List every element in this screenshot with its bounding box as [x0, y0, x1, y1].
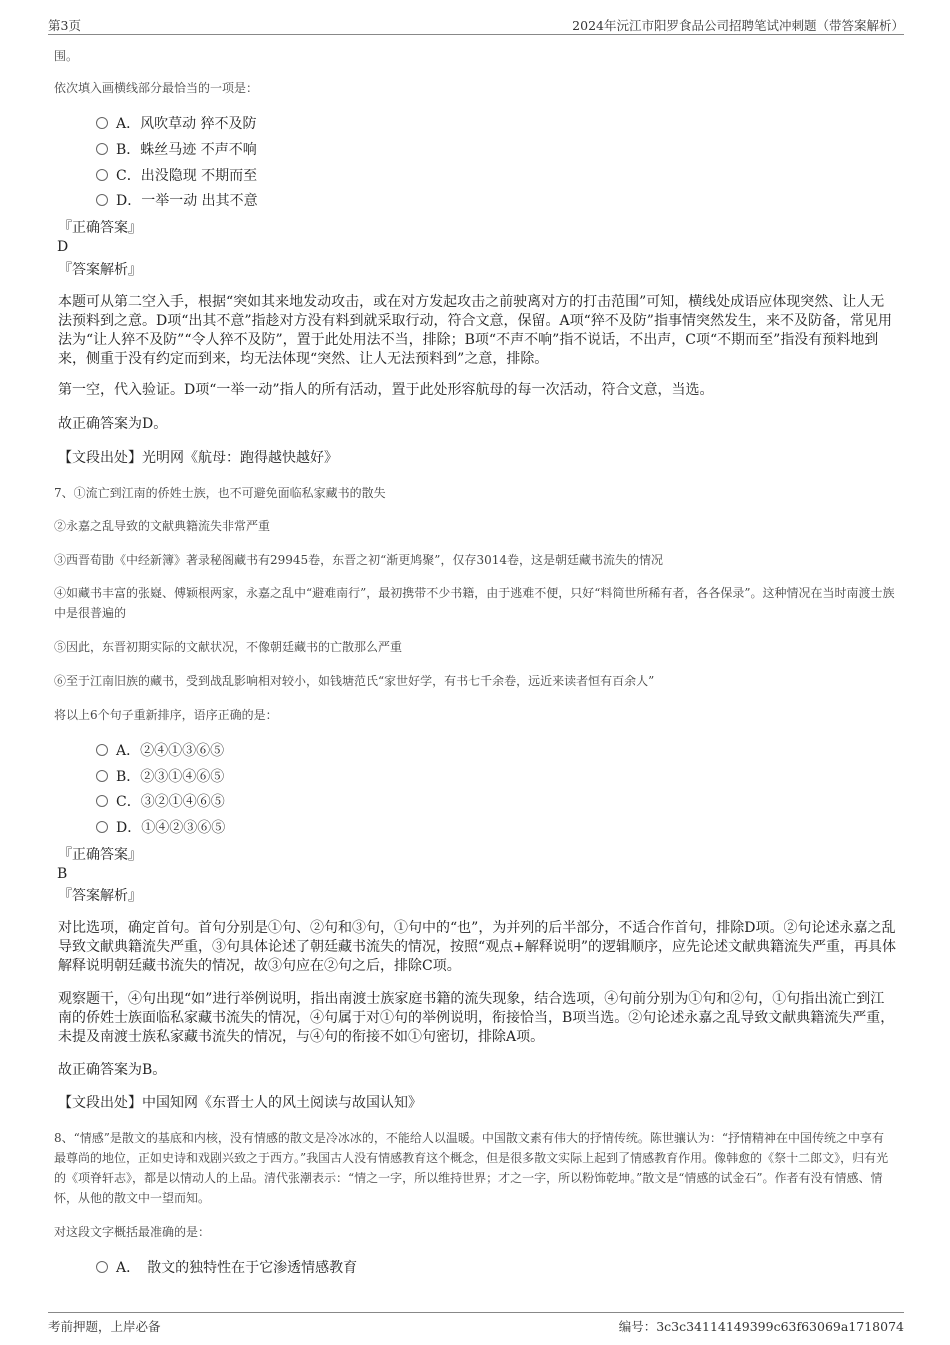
q7-analysis-p1: 对比选项，确定首句。首句分别是①句、②句和③句，①句中的“也”，为并列的后半部分，不适合作首句，排除D项。②句论述永嘉之乱导致文献典籍流失严重，③句具体论述了朝廷藏书流失的情况，按照“观点+解释说明”的逻辑顺序，应先论述文献典籍流失严重，再具体解释说明朝廷藏书流失的情况，故③句应在②句之后，排除C项。 — [58, 920, 897, 974]
q6-analysis-label: 『答案解析』 — [58, 262, 142, 278]
q7-sentence-5: ⑤因此，东晋初期实际的文献状况，不像朝廷藏书的亡散那么严重 — [54, 640, 403, 654]
document-title: 2024年沅江市阳罗食品公司招聘笔试冲刺题（带答案解析） — [572, 18, 904, 33]
q7-prompt: 将以上6个句子重新排序，语序正确的是： — [54, 708, 278, 722]
q6-option-c[interactable]: C．出没隐现 不期而至 — [96, 166, 257, 186]
q7-sentence-6: ⑥至于江南旧族的藏书，受到战乱影响相对较小，如钱塘范氏“家世好学，有书七千余卷，远近来读者恒有百余人” — [54, 674, 655, 688]
radio-icon[interactable] — [96, 117, 108, 129]
q7-analysis-p2: 观察题干，④句出现“如”进行举例说明，指出南渡士族家庭书籍的流失现象，结合选项，④句前分别为①句和②句，①句指出流亡到江南的侨姓士族面临私家藏书流失的情况，④句属于对①句的举例说明，衔接恰当，B项当选。②句论述永嘉之乱导致文献典籍流失严重，未提及南渡士族私家藏书流失的情况，与④句的衔接不如①句密切，排除A项。 — [58, 991, 895, 1045]
page-footer — [48, 1312, 904, 1337]
q7-sentence-3: ③西晋荀勖《中经新簿》著录秘阁藏书有29945卷，东晋之初“渐更鸠聚”，仅存3014卷，这是朝廷藏书流失的情况 — [54, 553, 663, 567]
q7-answer: B — [57, 866, 68, 882]
radio-icon[interactable] — [96, 194, 108, 206]
q7-sentence-4: ④如藏书丰富的张嶷、傅颖根两家，永嘉之乱中“避难南行”，最初携带不少书籍，由于逃难不便，只好“料简世所稀有者，各各保录”。这种情况在当时南渡士族中是很普遍的 — [54, 586, 895, 620]
radio-icon[interactable] — [96, 770, 108, 782]
radio-icon[interactable] — [96, 169, 108, 181]
q6-tail-text: 围。 — [54, 49, 79, 63]
q7-sentence-2: ②永嘉之乱导致的文献典籍流失非常严重 — [54, 519, 271, 533]
q6-analysis-p2: 第一空，代入验证。D项“一举一动”指人的所有活动，置于此处形容航母的每一次活动，符合文意，当选。 — [58, 382, 714, 398]
q7-analysis-label: 『答案解析』 — [58, 888, 142, 904]
q7-option-b[interactable]: B．②③①④⑥⑤ — [96, 767, 224, 787]
q7-source: 【文段出处】中国知网《东晋士人的风土阅读与故国认知》 — [58, 1095, 422, 1111]
q8-prompt: 对这段文字概括最准确的是： — [54, 1225, 211, 1239]
radio-icon[interactable] — [96, 795, 108, 807]
radio-icon[interactable] — [96, 1261, 108, 1273]
q8-text: 8、“情感”是散文的基底和内核，没有情感的散文是冷冰冰的，不能给人以温暖。中国散文素有伟大的抒情传统。陈世骧认为：“抒情精神在中国传统之中享有最尊尚的地位，正如史诗和戏剧兴致之于西方。”我国古人没有情感教育这个概念，但是很多散文实际上起到了情感教育作用。像韩愈的《祭十二郎文》，归有光的《项脊轩志》，都是以情动人的上品。清代张潮表示：“情之一字，所以维持世界；才之一字，所以粉饰乾坤。”散文是“情感的试金石”。作者有没有情感、情怀，从他的散文中一望而知。 — [54, 1131, 889, 1205]
q6-option-b[interactable]: B．蛛丝马迹 不声不响 — [96, 140, 257, 160]
q6-conclusion: 故正确答案为D。 — [58, 416, 168, 432]
q6-answer: D — [57, 239, 69, 255]
q6-source: 【文段出处】光明网《航母：跑得越快越好》 — [58, 450, 338, 466]
radio-icon[interactable] — [96, 821, 108, 833]
q6-analysis-p1: 本题可从第二空入手，根据“突如其来地发动攻击，或在对方发起攻击之前驶离对方的打击范围”可知，横线处成语应体现突然、让人无法预料到之意。D项“出其不意”指趁对方没有料到就采取行动，符合文意，保留。A项“猝不及防”指事情突然发生，来不及防备，常见用法为“让人猝不及防”“令人猝不及防”，置于此处用法不当，排除；B项“不声不响”指不说话，不出声，C项“不期而至”指没有预料地到来，侧重于没有约定而到来，均无法体现“突然、让人无法预料到”之意，排除。 — [58, 294, 892, 367]
footer-slogan: 考前押题，上岸必备 — [48, 1319, 161, 1334]
q6-prompt: 依次填入画横线部分最恰当的一项是： — [54, 81, 259, 95]
q7-sentence-1: 7、①流亡到江南的侨姓士族，也不可避免面临私家藏书的散失 — [54, 486, 386, 500]
q7-conclusion: 故正确答案为B。 — [58, 1062, 167, 1078]
page-header — [48, 14, 904, 35]
q7-answer-label: 『正确答案』 — [58, 847, 142, 863]
q8-option-a[interactable]: A． 散文的独特性在于它渗透情感教育 — [96, 1258, 357, 1278]
page-number: 第3页 — [48, 18, 81, 33]
radio-icon[interactable] — [96, 744, 108, 756]
q6-answer-label: 『正确答案』 — [58, 220, 142, 236]
q7-option-c[interactable]: C．③②①④⑥⑤ — [96, 792, 225, 812]
q7-option-d[interactable]: D．①④②③⑥⑤ — [96, 818, 225, 838]
document-id: 编号：3c3c34114149399c63f63069a1718074 — [618, 1319, 904, 1334]
q7-option-a[interactable]: A．②④①③⑥⑤ — [96, 741, 224, 761]
q6-option-a[interactable]: A．风吹草动 猝不及防 — [96, 114, 257, 134]
radio-icon[interactable] — [96, 143, 108, 155]
q6-option-d[interactable]: D．一举一动 出其不意 — [96, 191, 258, 211]
